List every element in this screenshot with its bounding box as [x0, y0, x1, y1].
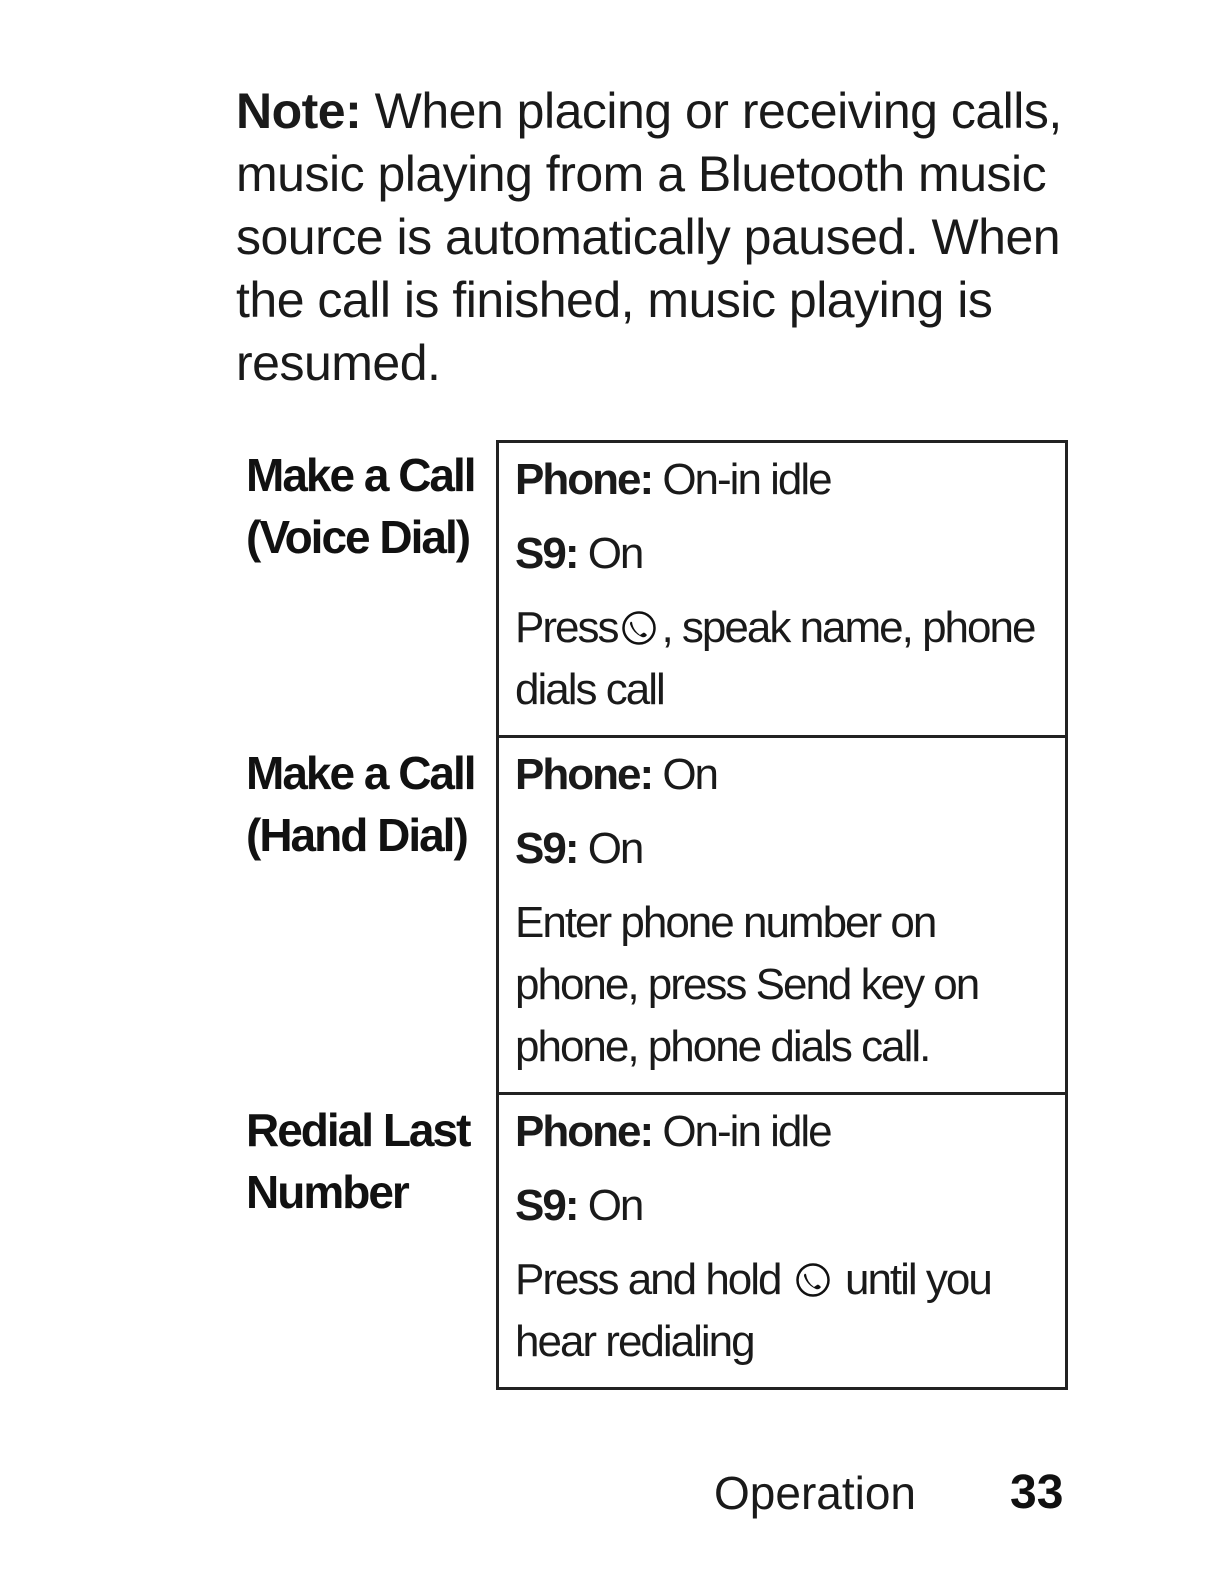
phone-field — [515, 744, 1053, 806]
section-title: Operation — [714, 1467, 917, 1519]
instruction-text: , speak name, phone dials call — [515, 603, 1035, 714]
feature-table — [246, 440, 1068, 1390]
instruction-text: Enter phone number on phone, press Send key on phone, phone dials call. — [515, 898, 979, 1071]
phone-label: Phone: — [515, 1107, 653, 1156]
row-cell — [496, 440, 1068, 738]
instruction-text: Press — [515, 603, 618, 652]
instruction — [515, 892, 1053, 1078]
instruction-text: until you hear redialing — [515, 1255, 991, 1366]
s9-value: On — [577, 824, 643, 873]
s9-field — [515, 1175, 1053, 1237]
page-number: 33 — [1010, 1466, 1064, 1519]
phone-label: Phone: — [515, 750, 653, 799]
row-label — [246, 440, 496, 738]
table-row — [246, 738, 1068, 1095]
instruction — [515, 597, 1053, 721]
s9-label: S9: — [515, 1181, 578, 1230]
call-send-icon — [621, 610, 657, 646]
row-label — [246, 1095, 496, 1390]
row-label — [246, 738, 496, 1095]
page-footer — [0, 1462, 1222, 1532]
table-row — [246, 1095, 1068, 1390]
phone-value: On — [652, 750, 718, 799]
s9-value: On — [577, 529, 643, 578]
call-send-icon — [795, 1262, 831, 1298]
row-label-line: Make a Call — [246, 747, 475, 799]
row-label-line: Redial Last — [246, 1104, 470, 1156]
instruction — [515, 1249, 1053, 1373]
row-label-line: Number — [246, 1166, 408, 1218]
s9-label: S9: — [515, 529, 578, 578]
s9-field — [515, 523, 1053, 585]
row-label-line: (Hand Dial) — [246, 809, 467, 861]
note-text: When placing or receiving calls, music playing from a Bluetooth music source is automatically paused. When the call is finished, music playing is resumed. — [236, 83, 1062, 391]
table-row — [246, 440, 1068, 738]
phone-value: On-in idle — [652, 1107, 831, 1156]
note-label: Note: — [236, 83, 362, 139]
phone-label: Phone: — [515, 455, 653, 504]
s9-value: On — [577, 1181, 643, 1230]
phone-field — [515, 1101, 1053, 1163]
row-cell — [496, 738, 1068, 1095]
note-paragraph — [236, 80, 1076, 395]
phone-value: On-in idle — [652, 455, 831, 504]
s9-label: S9: — [515, 824, 578, 873]
row-label-line: (Voice Dial) — [246, 511, 470, 563]
row-cell — [496, 1095, 1068, 1390]
instruction-text: Press and hold — [515, 1255, 781, 1304]
row-label-line: Make a Call — [246, 449, 475, 501]
s9-field — [515, 818, 1053, 880]
phone-field — [515, 449, 1053, 511]
